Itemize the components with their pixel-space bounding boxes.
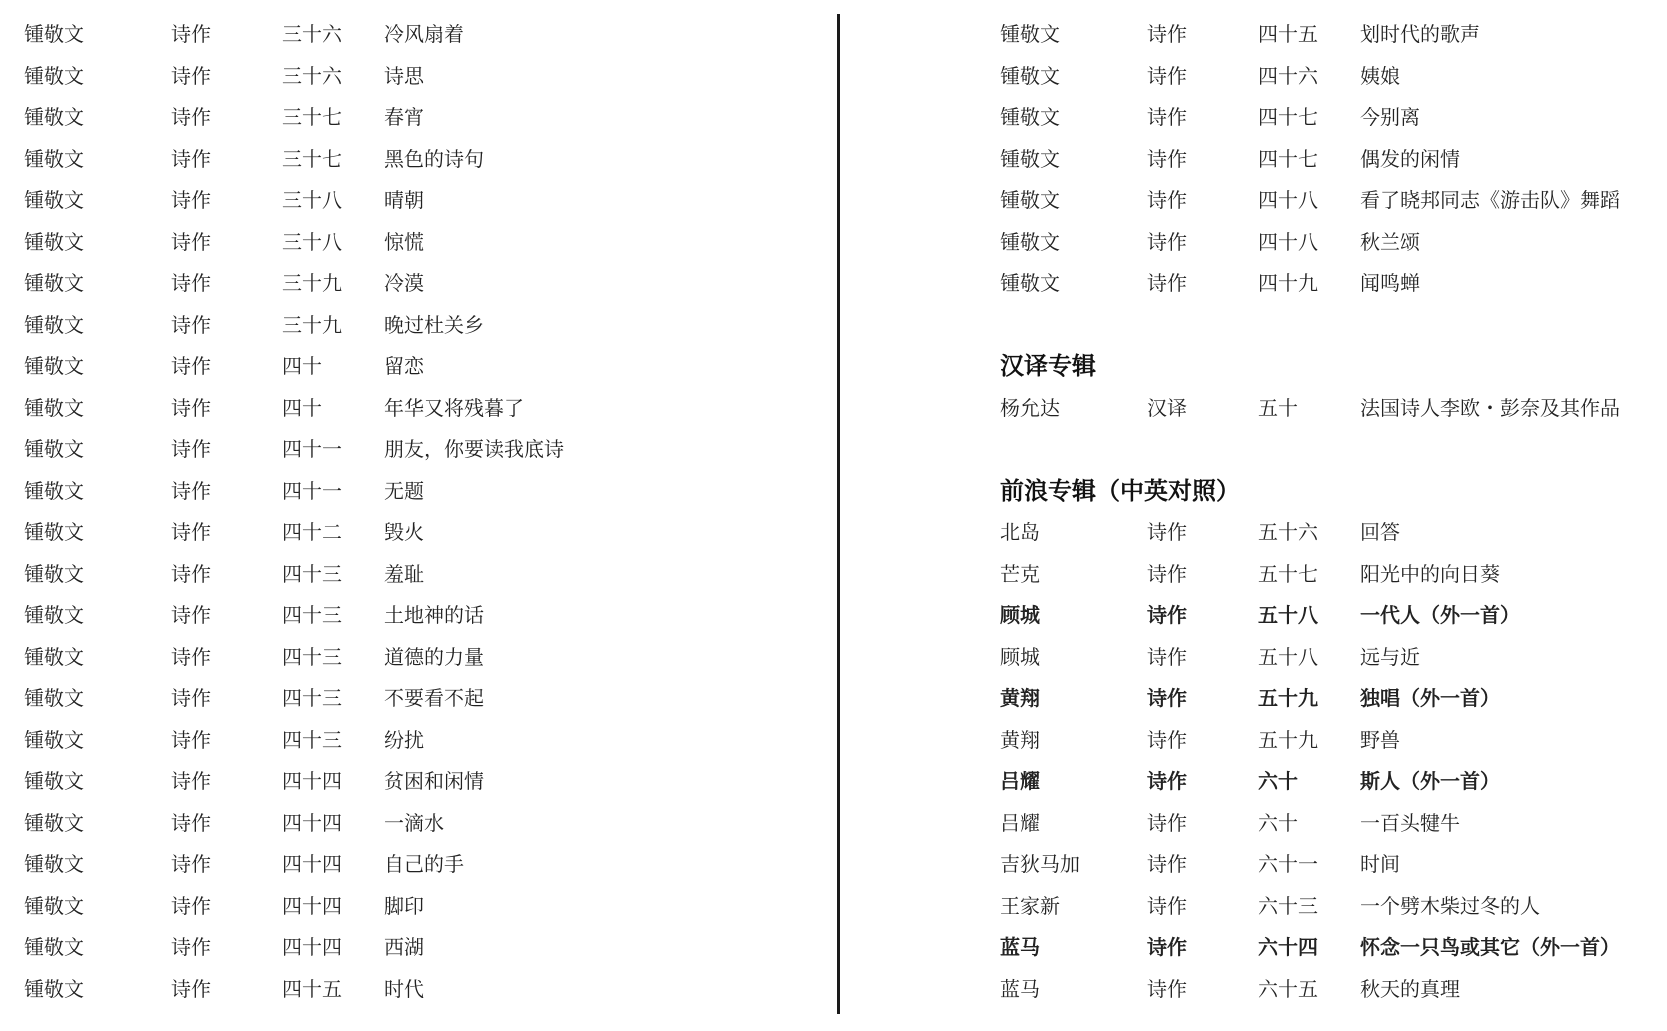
table-row [1000,139,1660,181]
table-row [24,180,804,222]
author-cell: 锺敬文 [24,146,84,171]
table-row [1000,263,1660,305]
genre-cell: 诗作 [1147,603,1187,627]
author-cell: 锺敬文 [1000,22,1060,46]
title-cell: 秋天的真理 [1360,976,1460,1001]
genre-cell: 诗作 [171,935,211,959]
table-row [24,222,804,264]
issue-cell: 四十八 [1258,229,1318,254]
issue-cell: 三十八 [282,229,342,254]
author-cell: 锺敬文 [24,810,84,835]
title-cell: 留恋 [384,354,424,378]
table-row [1000,512,1660,554]
issue-cell: 五十九 [1258,686,1318,710]
author-cell: 芒克 [1000,561,1040,586]
genre-cell: 诗作 [171,520,211,544]
title-cell: 羞耻 [384,561,424,586]
issue-cell: 三十六 [282,22,342,46]
title-cell: 贫困和闲情 [384,769,484,793]
genre-cell: 诗作 [171,852,211,876]
issue-cell: 四十五 [282,976,342,1001]
table-row [1000,803,1660,845]
table-row [1000,554,1660,596]
title-cell: 一代人（外一首） [1360,603,1520,627]
author-cell: 锺敬文 [1000,188,1060,212]
issue-cell: 三十九 [282,271,342,295]
author-cell: 锺敬文 [24,354,84,378]
table-row [1000,969,1660,1011]
left-column [24,14,804,1010]
genre-cell: 诗作 [171,603,211,627]
author-cell: 吉狄马加 [1000,852,1080,876]
title-cell: 划时代的歌声 [1360,22,1480,46]
table-row [1000,886,1660,928]
author-cell: 锺敬文 [1000,271,1060,295]
column-divider [837,14,840,1014]
title-cell: 晴朝 [384,188,424,212]
issue-cell: 四十三 [282,644,342,669]
table-row [24,886,804,928]
title-cell: 无题 [384,478,424,503]
section-heading-translation: 汉译专辑 [1000,352,1096,380]
title-cell: 诗思 [384,63,424,88]
title-cell: 看了晓邦同志《游击队》舞蹈 [1360,188,1620,212]
table-row [24,803,804,845]
title-cell: 黑色的诗句 [384,146,484,171]
table-row [24,139,804,181]
issue-cell: 四十六 [1258,63,1318,88]
table-row [24,969,804,1011]
author-cell: 锺敬文 [24,395,84,420]
author-cell: 锺敬文 [1000,63,1060,88]
table-row [1000,927,1660,969]
issue-cell: 六十三 [1258,893,1318,918]
title-cell: 回答 [1360,520,1400,544]
title-cell: 朋友，你要读我底诗 [384,437,564,461]
issue-cell: 五十八 [1258,603,1318,627]
table-row [24,512,804,554]
title-cell: 道德的力量 [384,644,484,669]
genre-cell: 诗作 [171,312,211,337]
title-cell: 阳光中的向日葵 [1360,561,1500,586]
issue-cell: 三十九 [282,312,342,337]
genre-cell: 诗作 [1147,105,1187,129]
issue-cell: 五十 [1258,395,1298,420]
genre-cell: 诗作 [1147,188,1187,212]
issue-cell: 四十二 [282,520,342,544]
table-row [24,678,804,720]
title-cell: 脚印 [384,893,424,918]
table-row [24,97,804,139]
genre-cell: 诗作 [171,893,211,918]
genre-cell: 诗作 [171,478,211,503]
issue-cell: 五十六 [1258,520,1318,544]
genre-cell: 诗作 [171,976,211,1001]
issue-cell: 六十一 [1258,852,1318,876]
issue-cell: 四十三 [282,686,342,710]
issue-cell: 四十八 [1258,188,1318,212]
genre-cell: 诗作 [171,686,211,710]
title-cell: 纷扰 [384,727,424,752]
issue-cell: 四十 [282,395,322,420]
title-cell: 土地神的话 [384,603,484,627]
author-cell: 黄翔 [1000,686,1040,710]
genre-cell: 诗作 [171,810,211,835]
issue-cell: 四十 [282,354,322,378]
table-row [24,720,804,762]
author-cell: 锺敬文 [1000,105,1060,129]
genre-cell: 诗作 [171,354,211,378]
genre-cell: 诗作 [1147,520,1187,544]
author-cell: 锺敬文 [24,769,84,793]
right-column [1000,14,1660,1010]
genre-cell: 诗作 [1147,686,1187,710]
author-cell: 黄翔 [1000,727,1040,752]
author-cell: 锺敬文 [24,63,84,88]
section-spacer [1000,305,1660,347]
genre-cell: 诗作 [1147,63,1187,88]
genre-cell: 诗作 [1147,22,1187,46]
issue-cell: 四十一 [282,437,342,461]
issue-cell: 四十七 [1258,105,1318,129]
author-cell: 锺敬文 [24,561,84,586]
genre-cell: 诗作 [171,769,211,793]
author-cell: 锺敬文 [24,478,84,503]
author-cell: 锺敬文 [24,727,84,752]
genre-cell: 诗作 [171,188,211,212]
issue-cell: 四十四 [282,935,342,959]
author-cell: 锺敬文 [24,852,84,876]
table-row [1000,678,1660,720]
issue-cell: 四十七 [1258,146,1318,171]
issue-cell: 五十七 [1258,561,1318,586]
section-heading-qianlang: 前浪专辑（中英对照） [1000,476,1240,505]
genre-cell: 诗作 [171,146,211,171]
author-cell: 杨允达 [1000,395,1060,420]
title-cell: 远与近 [1360,644,1420,669]
title-cell: 一个劈木柴过冬的人 [1360,893,1540,918]
genre-cell: 诗作 [1147,229,1187,254]
genre-cell: 诗作 [1147,769,1187,793]
author-cell: 锺敬文 [24,105,84,129]
table-row [1000,720,1660,762]
issue-cell: 三十七 [282,105,342,129]
table-row [24,471,804,513]
table-row [24,637,804,679]
genre-cell: 诗作 [1147,727,1187,752]
title-cell: 闻鸣蝉 [1360,271,1420,295]
issue-cell: 四十三 [282,727,342,752]
table-row [24,56,804,98]
author-cell: 吕耀 [1000,810,1040,835]
genre-cell: 诗作 [1147,561,1187,586]
author-cell: 锺敬文 [24,271,84,295]
genre-cell: 诗作 [171,271,211,295]
issue-cell: 四十三 [282,603,342,627]
issue-cell: 四十四 [282,769,342,793]
genre-cell: 诗作 [1147,852,1187,876]
table-row [1000,180,1660,222]
author-cell: 王家新 [1000,893,1060,918]
issue-cell: 六十五 [1258,976,1318,1001]
table-row [1000,56,1660,98]
issue-cell: 四十四 [282,810,342,835]
table-row [24,346,804,388]
title-cell: 怀念一只鸟或其它（外一首） [1360,935,1620,959]
title-cell: 冷漠 [384,271,424,295]
title-cell: 自己的手 [384,852,464,876]
title-cell: 时代 [384,976,424,1001]
author-cell: 锺敬文 [24,188,84,212]
table-row [24,927,804,969]
genre-cell: 诗作 [1147,810,1187,835]
title-cell: 偶发的闲情 [1360,146,1460,171]
genre-cell: 汉译 [1147,395,1187,420]
table-row [1000,97,1660,139]
issue-cell: 五十八 [1258,644,1318,669]
author-cell: 锺敬文 [24,976,84,1001]
table-row [1000,222,1660,264]
genre-cell: 诗作 [171,644,211,669]
title-cell: 秋兰颂 [1360,229,1420,254]
title-cell: 年华又将残暮了 [384,395,524,420]
title-cell: 西湖 [384,935,424,959]
title-cell: 姨娘 [1360,63,1400,88]
issue-cell: 四十五 [1258,22,1318,46]
title-cell: 不要看不起 [384,686,484,710]
table-row [24,595,804,637]
issue-cell: 三十八 [282,188,342,212]
genre-cell: 诗作 [1147,893,1187,918]
title-cell: 一百头犍牛 [1360,810,1460,835]
issue-cell: 三十七 [282,146,342,171]
genre-cell: 诗作 [1147,935,1187,959]
author-cell: 锺敬文 [1000,229,1060,254]
genre-cell: 诗作 [171,561,211,586]
genre-cell: 诗作 [1147,976,1187,1001]
author-cell: 锺敬文 [24,437,84,461]
genre-cell: 诗作 [1147,271,1187,295]
issue-cell: 五十九 [1258,727,1318,752]
table-row [24,554,804,596]
title-cell: 法国诗人李欧・彭奈及其作品 [1360,395,1620,420]
title-cell: 晚过杜关乡 [384,312,484,337]
table-row [24,305,804,347]
issue-cell: 四十一 [282,478,342,503]
author-cell: 吕耀 [1000,769,1040,793]
author-cell: 顾城 [1000,644,1040,669]
genre-cell: 诗作 [171,22,211,46]
author-cell: 锺敬文 [24,935,84,959]
author-cell: 北岛 [1000,520,1040,544]
table-row [1000,595,1660,637]
table-row [1000,761,1660,803]
author-cell: 锺敬文 [1000,146,1060,171]
author-cell: 锺敬文 [24,603,84,627]
author-cell: 锺敬文 [24,893,84,918]
issue-cell: 四十三 [282,561,342,586]
genre-cell: 诗作 [171,727,211,752]
table-row [24,388,804,430]
genre-cell: 诗作 [171,395,211,420]
issue-cell: 四十四 [282,852,342,876]
title-cell: 冷风扇着 [384,22,464,46]
genre-cell: 诗作 [171,437,211,461]
title-cell: 惊慌 [384,229,424,254]
table-row [1000,637,1660,679]
table-row [1000,14,1660,56]
issue-cell: 六十四 [1258,935,1318,959]
genre-cell: 诗作 [1147,146,1187,171]
genre-cell: 诗作 [171,63,211,88]
title-cell: 时间 [1360,852,1400,876]
table-row [24,761,804,803]
author-cell: 蓝马 [1000,935,1040,959]
table-row [24,263,804,305]
author-cell: 锺敬文 [24,686,84,710]
genre-cell: 诗作 [171,229,211,254]
issue-cell: 六十 [1258,769,1298,793]
table-row [1000,388,1660,430]
title-cell: 毁火 [384,520,424,544]
table-row [1000,844,1660,886]
title-cell: 春宵 [384,105,424,129]
genre-cell: 诗作 [1147,644,1187,669]
author-cell: 顾城 [1000,603,1040,627]
title-cell: 斯人（外一首） [1360,769,1500,793]
section-spacer [1000,429,1660,471]
title-cell: 野兽 [1360,727,1400,752]
title-cell: 今别离 [1360,105,1420,129]
author-cell: 锺敬文 [24,22,84,46]
author-cell: 锺敬文 [24,520,84,544]
author-cell: 蓝马 [1000,976,1040,1001]
author-cell: 锺敬文 [24,229,84,254]
table-row [24,844,804,886]
issue-cell: 四十四 [282,893,342,918]
title-cell: 独唱（外一首） [1360,686,1500,710]
author-cell: 锺敬文 [24,312,84,337]
issue-cell: 三十六 [282,63,342,88]
author-cell: 锺敬文 [24,644,84,669]
table-row [24,429,804,471]
issue-cell: 六十 [1258,810,1298,835]
table-row [24,14,804,56]
issue-cell: 四十九 [1258,271,1318,295]
genre-cell: 诗作 [171,105,211,129]
title-cell: 一滴水 [384,810,444,835]
